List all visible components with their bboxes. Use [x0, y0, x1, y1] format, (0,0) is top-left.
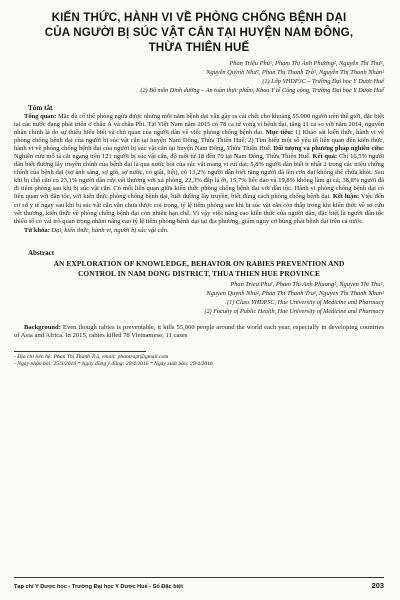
intro-text: Mặc dù có thể phòng ngừa được nhưng mỗi năm bệnh dại vẫn gây ra cái chết cho khoảng 55.000 người trên thế giới, đặc biệt tại các nước đang phát triển ở châu Á và châu Phi. Tại Việt Nam năm 2015 có 78 ca tử vong vì bệnh dại, tăng 11 ca so với năm 2014, nguyên nhân chính là do sự thiếu hiểu biết và chủ quan của người dân về việc phòng chống bệnh dại. — [14, 113, 384, 137]
footnote-contact: - Địa chỉ liên hệ: Phan Thị Thanh Trà, email: phantrapt@gmail.com — [14, 354, 169, 361]
article-title-vi — [14, 10, 384, 55]
footnote-block — [14, 354, 384, 368]
method-text: Nghiên cứu mô tả cắt ngang trên 121 người bị súc vật cắn, độ tuổi từ 18 đến 70 tại Nam Đông, Thừa Thiên Huế. — [14, 153, 311, 161]
title-line: THỪA THIÊN HUẾ — [148, 41, 250, 54]
affiliation-en-1: (1) Class YHDP5C, Hue University of Medicine and Pharmacy — [227, 298, 384, 306]
background-paragraph-en — [14, 324, 384, 341]
results-label: Kết quả: — [310, 153, 338, 161]
article-title-en — [14, 259, 384, 279]
keywords-text: Dại, kiến thức, hành vi, người bị súc vật cắn. — [49, 226, 169, 234]
title-line-en: AN EXPLORATION OF KNOWLEDGE, BEHAVIOR ON RABIES PREVENTION AND — [53, 258, 345, 268]
page-footer — [14, 577, 384, 590]
method-label: Đối tượng và phương pháp nghiên cứu: — [271, 145, 384, 153]
journal-page — [14, 10, 384, 590]
abstract-heading-en: Abstract — [28, 248, 55, 257]
abstract-heading-vi: Tóm tắt — [28, 104, 53, 112]
objective-text: 1) Khảo sát kiến thức, hành vi về phòng chống bệnh dại của người bị súc vật cắn tại huyện Nam Đông, Thừa Thiên Huế; 2) Tìm hiểu một số yếu tố liên quan đến kiến thức, hành vi về phòng chống bệnh dại của người bị súc vật cắn tại huyện Nam Đông, Thừa Thiên Huế. — [14, 129, 384, 153]
title-line: KIẾN THỨC, HÀNH VI VỀ PHÒNG CHỐNG BỆNH DẠI — [51, 11, 347, 24]
keywords-label: Từ khóa: — [24, 226, 50, 234]
author-block-vi — [14, 59, 384, 95]
affiliation-en-2: (2) Faculty of Public Health, Hue University of Medicine and Pharmacy — [204, 307, 384, 315]
conclusion-label: Kết luận: — [331, 193, 360, 201]
page-number: 203 — [371, 581, 384, 590]
author-line-en: Phan Trieu Phu¹, Pham Thi Anh Phuong², Nguyen Thi Thu², — [230, 280, 384, 288]
keywords-vi — [24, 227, 384, 235]
footer-row — [14, 581, 384, 590]
background-label: Background: — [24, 323, 61, 331]
results-text: Chỉ 16,5% người dân biết đường lây truyền chính của bệnh dại là qua nước bọt của súc vật mang vi rút dại; 5,8% người dân biết ít nhất 2 trong các triệu chứng chính của bệnh dại (sợ ánh sáng, sợ gió, sợ nước, co giật, liệt), có 13,2% người dân biết rằng người đã lên cơn dại không thể chữa khỏi. Sau khi bị chó cắn có 23,1% người dân rửa vết thương với xà phòng, 22,3% đắp lá ớt, 15,7% liếc dao và 19,8% không làm gì cả; 38,8% người đã đi tiêm phòng sau khi bị súc vật cắn. Có mối liên quan giữa kiến thức phòng chống bệnh dại với dân tộc. Hành vi phòng chống bệnh dại có liên quan với dân tộc, với kiến thức phòng chống bệnh dại, biết đường lây truyền, biết đúng cách phòng chống bệnh dại. — [14, 153, 385, 201]
footnote-divider — [14, 351, 146, 352]
objective-label: Mục tiêu: — [263, 129, 294, 137]
author-line: Nguyễn Quỳnh Như², Phan Thị Thanh Trà², Nguyễn Thị Thanh Nhàn² — [206, 69, 384, 76]
author-line-en: Nguyen Quynh Nhu², Phan Thi Thanh Tra², Nguyen Thi Thanh Nhan² — [206, 289, 384, 297]
conclusion-text: Việc đến cơ sở y tế ngay sau khi bị súc vật cắn vẫn chưa được coi trọng, tỷ lệ tiêm phòng sau khi bị súc vật cắn còn thấp trong khi kiến thức về sơ cứu vết thương, kiến thức về phòng chống bệnh dại còn nhiều hạn chế. Vì vậy việc nâng cao kiến thức của người dân, đặc biệt là người dân tộc thiểu số có vai trò quan trọng nhằm nâng cao tỷ lệ tiêm phòng bệnh dại tại địa phương, giảm nguy cơ bùng phát bệnh dại trên cả nước. — [14, 193, 384, 225]
title-line: CỦA NGƯỜI BỊ SÚC VẬT CẮN TẠI HUYỆN NAM ĐÔNG, — [44, 26, 354, 39]
author-block-en — [14, 280, 384, 316]
journal-name: Tạp chí Y Dược học - Trường Đại học Y Dược Huế - Số Đặc biệt — [14, 584, 184, 590]
author-line: Phan Triệu Phú¹, Phạm Thị Ánh Phương², Nguyễn Thị Thư², — [229, 60, 384, 67]
title-line-en: CONTROL IN NAM DONG DISTRICT, THUA THIEN HUE PROVINCE — [77, 268, 321, 278]
affiliation-2: (2) Bộ môn Dinh dưỡng – An toàn thực phẩm, Khoa Y tế Công cộng, Trường Đại học Y Dược Huế — [140, 87, 384, 94]
affiliation-1: (1) Lớp YHDP3C – Trường Đại học Y Dược Huế — [262, 78, 384, 85]
abstract-body-vi — [14, 113, 384, 226]
intro-label: Tổng quan: — [24, 113, 57, 120]
footnote-dates: - Ngày nhận bài: 25/3/2016 * Ngày đồng ý đăng: 20/4/2016 * Ngày xuất bản: 29/4/2016 — [14, 361, 213, 368]
background-text: Even though rabies is preventable, it kills 55,000 people around the world each year, especially in developing countries of Asia and Africa. In 2015, rabies killed 78 Vietnamese; 11 cases — [14, 323, 384, 340]
footer-rule — [14, 577, 384, 578]
